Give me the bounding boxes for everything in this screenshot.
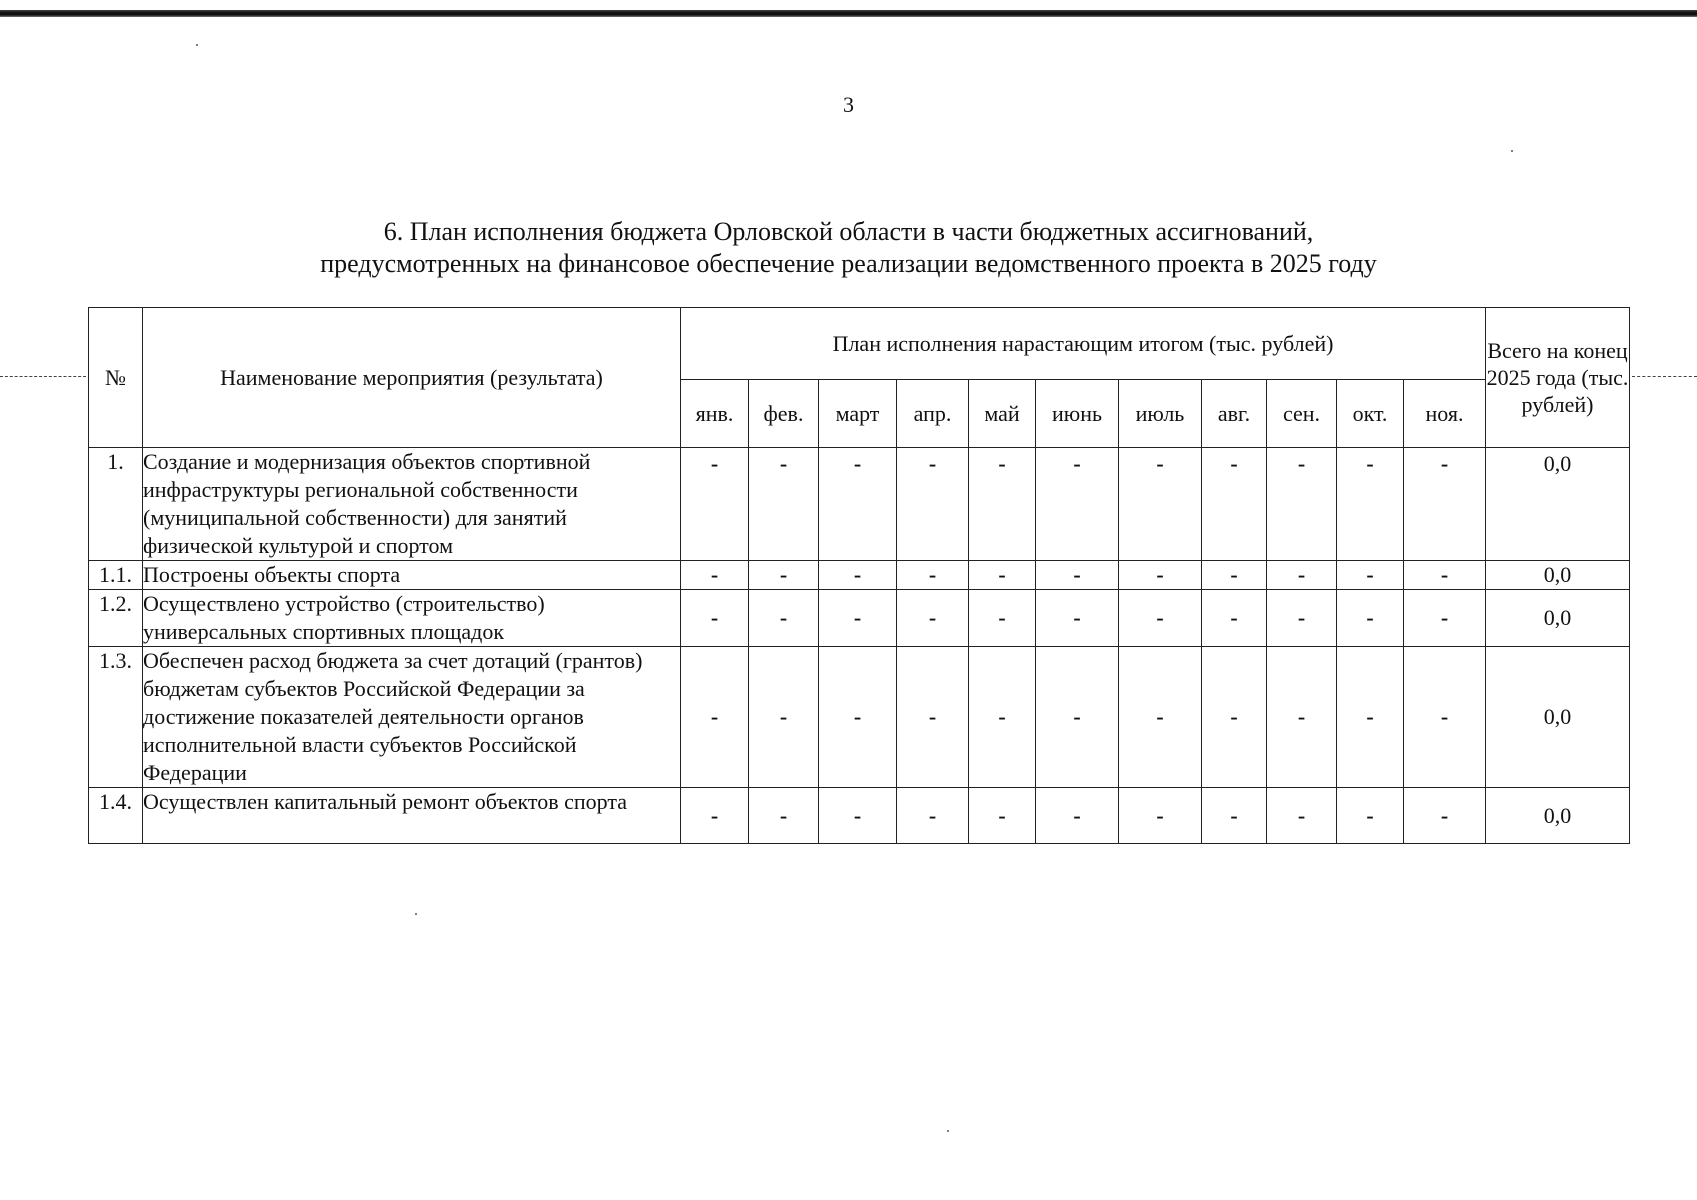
header-month: июнь xyxy=(1036,380,1119,448)
month-value-cell: - xyxy=(1202,788,1267,844)
row-name: Создание и модернизация объектов спортивной инфраструктуры региональной собственности (муниципальной собственности) для занятий физической культурой и спортом xyxy=(143,448,681,561)
month-value-cell: - xyxy=(681,590,749,647)
month-value-cell: - xyxy=(681,561,749,590)
month-value-cell: - xyxy=(1119,647,1202,788)
row-name: Обеспечен расход бюджета за счет дотаций (грантов) бюджетам субъектов Российской Федерации за достижение показателей деятельности органов исполнительной власти субъектов Российской Федерации xyxy=(143,647,681,788)
month-value-cell: - xyxy=(819,590,897,647)
header-month: фев. xyxy=(749,380,819,448)
month-value-cell: - xyxy=(969,448,1036,561)
month-value-cell: - xyxy=(1036,647,1119,788)
month-value-cell: - xyxy=(1404,788,1486,844)
row-total: 0,0 xyxy=(1486,590,1630,647)
month-value-cell: - xyxy=(1202,590,1267,647)
month-value-cell: - xyxy=(1119,561,1202,590)
row-total: 0,0 xyxy=(1486,448,1630,561)
header-month: март xyxy=(819,380,897,448)
month-value-cell: - xyxy=(749,590,819,647)
header-month: сен. xyxy=(1267,380,1337,448)
table-row xyxy=(89,561,1630,590)
header-plan-group: План исполнения нарастающим итогом (тыс. рублей) xyxy=(681,308,1486,380)
header-name: Наименование мероприятия (результата) xyxy=(143,308,681,448)
month-value-cell: - xyxy=(1202,561,1267,590)
month-value-cell: - xyxy=(749,448,819,561)
row-total: 0,0 xyxy=(1486,561,1630,590)
month-value-cell: - xyxy=(1337,647,1404,788)
month-value-cell: - xyxy=(1036,561,1119,590)
month-value-cell: - xyxy=(749,647,819,788)
month-value-cell: - xyxy=(969,561,1036,590)
month-value-cell: - xyxy=(681,448,749,561)
month-value-cell: - xyxy=(1267,561,1337,590)
month-value-cell: - xyxy=(1404,448,1486,561)
header-month: ноя. xyxy=(1404,380,1486,448)
month-value-cell: - xyxy=(897,448,969,561)
month-value-cell: - xyxy=(1036,788,1119,844)
month-value-cell: - xyxy=(1119,448,1202,561)
month-value-cell: - xyxy=(897,590,969,647)
table-body xyxy=(89,448,1630,844)
month-value-cell: - xyxy=(1036,590,1119,647)
section-title-line-1: 6. План исполнения бюджета Орловской области в части бюджетных ассигнований, xyxy=(383,217,1314,246)
month-value-cell: - xyxy=(681,788,749,844)
scan-speck xyxy=(196,44,198,46)
row-name: Осуществлен капитальный ремонт объектов спорта xyxy=(143,788,681,844)
header-month: янв. xyxy=(681,380,749,448)
month-value-cell: - xyxy=(897,561,969,590)
table-row xyxy=(89,590,1630,647)
budget-plan-table xyxy=(88,307,1630,844)
row-name: Осуществлено устройство (строительство) универсальных спортивных площадок xyxy=(143,590,681,647)
row-number: 1.1. xyxy=(89,561,143,590)
row-total: 0,0 xyxy=(1486,647,1630,788)
month-value-cell: - xyxy=(1337,590,1404,647)
header-total: Всего на конец 2025 года (тыс. рублей) xyxy=(1486,308,1630,448)
row-number: 1.2. xyxy=(89,590,143,647)
section-title xyxy=(0,216,1697,280)
scan-speck xyxy=(415,913,417,915)
header-number: № xyxy=(89,308,143,448)
row-number: 1.3. xyxy=(89,647,143,788)
month-value-cell: - xyxy=(819,561,897,590)
month-value-cell: - xyxy=(1337,448,1404,561)
header-month: июль xyxy=(1119,380,1202,448)
row-number: 1.4. xyxy=(89,788,143,844)
month-value-cell: - xyxy=(1404,590,1486,647)
table-row xyxy=(89,788,1630,844)
scan-margin-mark-left xyxy=(0,376,86,377)
month-value-cell: - xyxy=(1202,448,1267,561)
header-month: май xyxy=(969,380,1036,448)
month-value-cell: - xyxy=(1267,647,1337,788)
month-value-cell: - xyxy=(1036,448,1119,561)
month-value-cell: - xyxy=(1267,448,1337,561)
section-title-line-2: предусмотренных на финансовое обеспечение реализации ведомственного проекта в 2025 году xyxy=(320,249,1377,278)
month-value-cell: - xyxy=(749,788,819,844)
scan-speck xyxy=(947,1130,949,1132)
month-value-cell: - xyxy=(897,647,969,788)
month-value-cell: - xyxy=(897,788,969,844)
header-month: апр. xyxy=(897,380,969,448)
month-value-cell: - xyxy=(1337,561,1404,590)
month-value-cell: - xyxy=(1267,788,1337,844)
month-value-cell: - xyxy=(819,448,897,561)
table-row xyxy=(89,448,1630,561)
month-value-cell: - xyxy=(1404,561,1486,590)
month-value-cell: - xyxy=(749,561,819,590)
header-month: окт. xyxy=(1337,380,1404,448)
month-value-cell: - xyxy=(1337,788,1404,844)
scan-speck xyxy=(1511,150,1513,152)
month-value-cell: - xyxy=(819,647,897,788)
month-value-cell: - xyxy=(1267,590,1337,647)
month-value-cell: - xyxy=(1202,647,1267,788)
row-total: 0,0 xyxy=(1486,788,1630,844)
month-value-cell: - xyxy=(819,788,897,844)
month-value-cell: - xyxy=(969,647,1036,788)
month-value-cell: - xyxy=(681,647,749,788)
scan-margin-mark-right xyxy=(1632,376,1697,377)
row-name: Построены объекты спорта xyxy=(143,561,681,590)
table-row xyxy=(89,647,1630,788)
row-number: 1. xyxy=(89,448,143,561)
month-value-cell: - xyxy=(1404,647,1486,788)
month-value-cell: - xyxy=(969,590,1036,647)
month-value-cell: - xyxy=(1119,590,1202,647)
header-month: авг. xyxy=(1202,380,1267,448)
page-number: 3 xyxy=(843,92,854,117)
scan-top-edge xyxy=(0,10,1697,17)
month-value-cell: - xyxy=(969,788,1036,844)
month-value-cell: - xyxy=(1119,788,1202,844)
